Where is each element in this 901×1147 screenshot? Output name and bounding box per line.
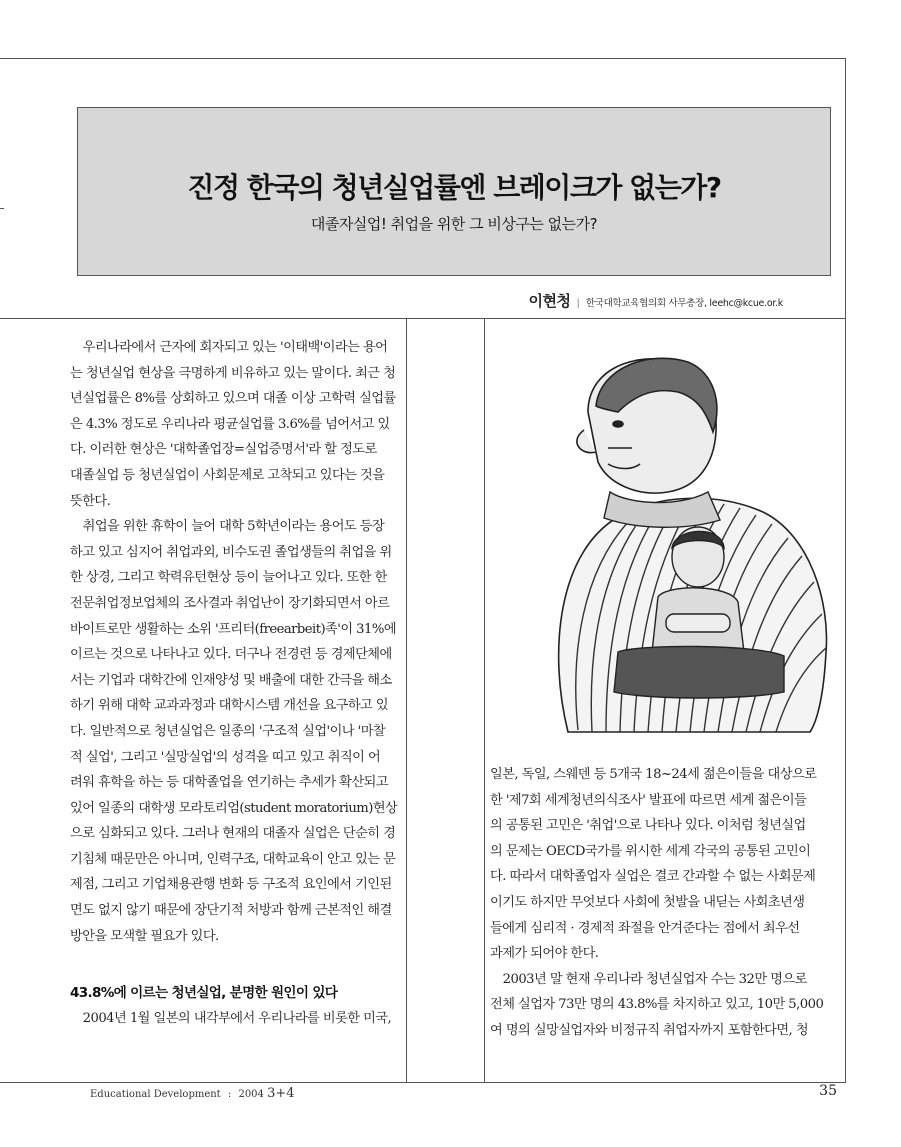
edge-mark xyxy=(0,208,4,209)
text-line: 려워 휴학을 하는 등 대학졸업을 연기하는 추세가 확산되고 xyxy=(70,775,389,791)
text-line: 다. 일반적으로 청년실업은 일종의 '구조적 실업'이나 '마찰 xyxy=(70,723,386,739)
text-line: 취업을 위한 휴학이 늘어 대학 5학년이라는 용어도 등장 xyxy=(70,519,385,535)
column-divider-right xyxy=(484,318,485,1082)
text-line: 는 청년실업 현상을 극명하게 비유하고 있는 말이다. 최근 청 xyxy=(70,365,396,381)
illustration-man-with-caged-figure xyxy=(548,352,830,744)
text-line: 뜻한다. xyxy=(70,493,111,509)
text-line: 한 상경, 그리고 학력유턴현상 등이 늘어나고 있다. 또한 한 xyxy=(70,570,387,586)
journal-year: 2004 xyxy=(238,1089,264,1100)
text-line: 방안을 모색할 필요가 있다. xyxy=(70,928,219,944)
byline-rule xyxy=(0,318,845,319)
text-line: 다. 이러한 현상은 '대학졸업장=실업증명서'라 할 정도로 xyxy=(70,442,377,458)
text-line: 이기도 하지만 무엇보다 사회에 첫발을 내딛는 사회초년생 xyxy=(490,894,805,910)
author-affiliation: 한국대학교육협의회 사무총장, leehc@kcue.or.k xyxy=(585,298,783,309)
article-subtitle: 대졸자실업! 취업을 위한 그 비상구는 없는가? xyxy=(310,215,598,233)
top-rule xyxy=(0,58,845,59)
right-column xyxy=(490,762,830,1044)
title-box xyxy=(77,107,831,276)
text-line: 하고 있고 심지어 취업과외, 비수도권 졸업생들의 취업을 위 xyxy=(70,544,392,560)
journal-issue: 3+4 xyxy=(267,1086,295,1101)
text-line: 과제가 되어야 한다. xyxy=(490,946,599,962)
right-frame-rule xyxy=(845,58,846,1082)
journal-name: Educational Development xyxy=(90,1089,221,1100)
text-line: 년실업률은 8%를 상회하고 있으며 대졸 이상 고학력 실업률 xyxy=(70,391,396,407)
text-line: 한 '제7회 세계청년의식조사' 발표에 따르면 세계 젊은이들 xyxy=(490,792,807,808)
text-line: 적 실업', 그리고 '실망실업'의 성격을 띠고 있고 취직이 어 xyxy=(70,749,381,765)
text-line: 의 공통된 고민은 '취업'으로 나타나 있다. 이처럼 청년실업 xyxy=(490,818,806,834)
section-heading: 43.8%에 이르는 청년실업, 분명한 원인이 있다 xyxy=(70,984,338,1001)
text-line: 다. 따라서 대학졸업자 실업은 결코 간과할 수 없는 사회문제 xyxy=(490,869,816,885)
column-divider-left xyxy=(406,318,407,1082)
left-column-after-heading xyxy=(70,1006,401,1032)
byline xyxy=(529,290,783,311)
page-number: 35 xyxy=(819,1083,837,1099)
journal-footer xyxy=(90,1086,295,1101)
bottom-rule xyxy=(0,1082,846,1083)
text-line: 전문취업정보업체의 조사결과 취업난이 장기화되면서 아르 xyxy=(70,595,390,611)
left-column-body xyxy=(70,335,401,949)
text-line: 서는 기업과 대학간에 인재양성 및 배출에 대한 간극을 해소 xyxy=(70,672,392,688)
footer-separator: : xyxy=(227,1089,232,1100)
text-line: 으로 심화되고 있다. 그러나 현재의 대졸자 실업은 단순히 경 xyxy=(70,826,396,842)
author-name: 이현청 xyxy=(528,292,571,310)
text-line: 대졸실업 등 청년실업이 사회문제로 고착되고 있다는 것을 xyxy=(70,467,385,483)
text-line: 제점, 그리고 기업채용관행 변화 등 구조적 요인에서 기인된 xyxy=(70,877,392,893)
text-line: 있어 일종의 대학생 모라토리엄(student moratorium)현상 xyxy=(70,800,398,816)
text-line: 일본, 독일, 스웨덴 등 5개국 18~24세 젊은이들을 대상으로 xyxy=(490,767,817,782)
text-line: 2003년 말 현재 우리나라 청년실업자 수는 32만 명으로 xyxy=(490,971,807,987)
man-head xyxy=(577,358,717,493)
man-collar xyxy=(604,492,720,527)
blank-line xyxy=(70,949,401,975)
text-line: 바이트로만 생활하는 소위 '프리터(freearbeit)족'이 31%에 xyxy=(70,621,397,637)
text-line: 2004년 1월 일본의 내각부에서 우리나라를 비롯한 미국, xyxy=(70,1011,392,1027)
text-line: 여 명의 실망실업자와 비정규직 취업자까지 포함한다면, 청 xyxy=(490,1022,809,1038)
text-line: 전체 실업자 73만 명의 43.8%를 차지하고 있고, 10만 5,000 xyxy=(490,997,824,1013)
text-line: 의 문제는 OECD국가를 위시한 세계 각국의 공통된 고민이 xyxy=(490,843,811,859)
text-line: 면도 없지 않기 때문에 장단기적 처방과 함께 근본적인 해결 xyxy=(70,903,392,919)
article-title: 진정 한국의 청년실업률엔 브레이크가 없는가? xyxy=(187,171,721,204)
text-line: 들에게 심리적 · 경제적 좌절을 안겨준다는 점에서 최우선 xyxy=(490,920,800,936)
text-line: 하기 위해 대학 교과과정과 대학시스템 개선을 요구하고 있 xyxy=(70,698,389,714)
byline-separator: | xyxy=(576,298,580,309)
right-column-body xyxy=(490,762,830,1044)
text-line: 은 4.3% 정도로 우리나라 평균실업률 3.6%를 넘어서고 있 xyxy=(70,416,390,432)
text-line: 기침체 때문만은 아니며, 인력구조, 대학교육이 안고 있는 문 xyxy=(70,851,396,867)
text-line: 우리나라에서 근자에 회자되고 있는 '이태백'이라는 용어 xyxy=(70,340,388,355)
text-line: 이르는 것으로 나타나고 있다. 더구나 전경련 등 경제단체에 xyxy=(70,647,392,663)
left-column xyxy=(70,335,401,1032)
